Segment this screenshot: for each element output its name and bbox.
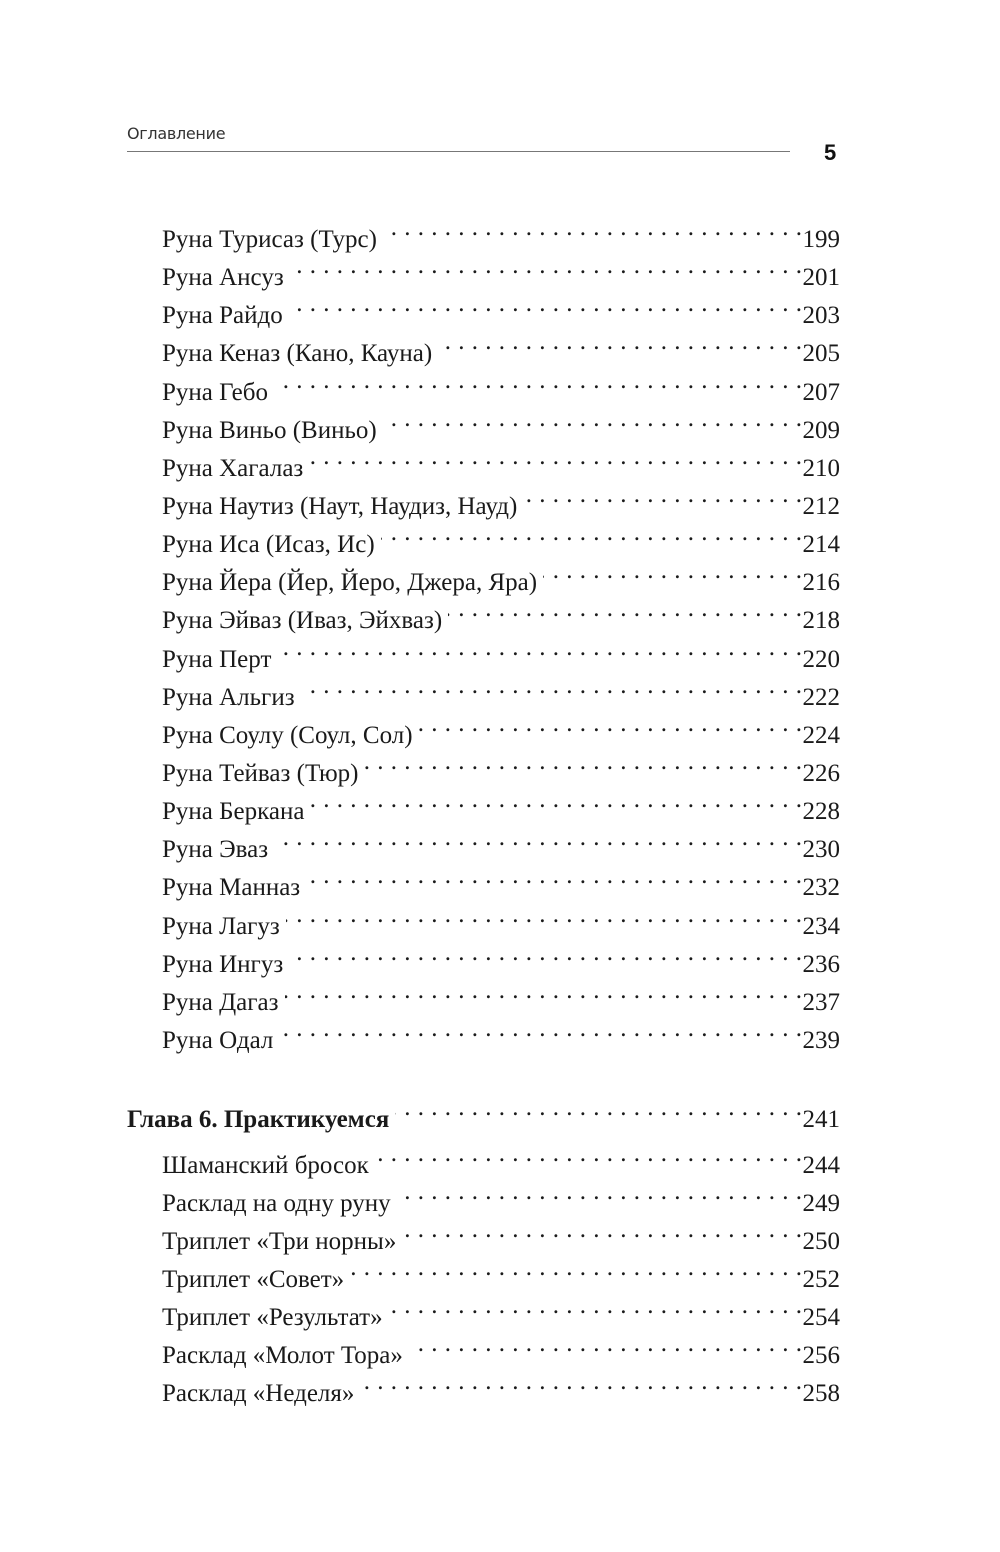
entry-page: 234 [802,912,840,940]
dot-leader [310,781,802,819]
entry-title: Руна Виньо (Виньо) [162,416,377,444]
header-rule [127,151,790,152]
entry-title: Расклад «Молот Тора» [162,1342,403,1369]
toc-chapter-heading[interactable] [127,1089,840,1133]
toc-entry[interactable] [162,1010,840,1054]
dot-leader [306,857,802,895]
dot-leader [289,934,802,972]
dot-leader [543,552,802,590]
dot-leader [286,896,803,934]
entry-page: 252 [802,1266,840,1293]
toc-entry[interactable] [162,1363,840,1407]
dot-leader [274,362,803,400]
dot-leader [290,247,803,285]
toc-entry[interactable] [162,781,840,826]
entry-page: 258 [802,1380,840,1407]
entry-page: 226 [802,759,840,787]
toc-entry[interactable] [162,667,840,711]
entry-title: Руна Хагалаз [162,454,304,482]
toc-entry[interactable] [162,896,840,940]
toc-entry[interactable] [162,972,840,1016]
dot-leader [397,1173,803,1211]
entry-title: Руна Гебо [162,378,268,406]
entry-title: Руна Кеназ (Кано, Кауна) [162,340,433,368]
entry-page: 220 [802,645,840,673]
entry-title: Руна Беркана [162,798,305,826]
dot-leader [274,819,802,857]
entry-title: Руна Соулу (Соул, Сол) [162,721,413,749]
entry-page: 218 [802,607,840,635]
dot-leader [301,667,803,705]
dot-leader [383,400,803,438]
dot-leader [309,438,802,476]
entry-page: 250 [802,1228,840,1255]
entry-page: 201 [802,264,840,292]
page-number: 5 [824,140,837,165]
toc-entry[interactable] [162,323,840,368]
dot-leader [419,705,803,743]
dot-leader [389,1287,803,1325]
entry-title: Руна Наутиз (Наут, Наудиз, Науд) [162,492,518,520]
entry-page: 228 [802,798,840,826]
entry-title: Руна Эйваз (Иваз, Эйхваз) [162,607,443,635]
toc-entry[interactable] [162,476,840,520]
dot-leader [375,1135,803,1173]
entry-page: 209 [802,416,840,444]
toc-entry[interactable] [162,552,840,597]
entry-page: 222 [802,683,840,711]
toc-entry[interactable] [162,629,840,673]
entry-title: Руна Одал [162,1026,274,1054]
toc-entry[interactable] [162,209,840,253]
entry-title: Руна Иса (Исаз, Ис) [162,531,375,559]
entry-page: 244 [802,1152,840,1179]
dot-leader [285,972,803,1010]
toc-entry[interactable] [162,857,840,902]
dot-leader [402,1211,802,1249]
dot-leader [438,323,802,361]
dot-leader [448,590,802,628]
entry-page: 232 [802,874,840,902]
dot-leader [381,514,803,552]
toc-entry[interactable] [162,247,840,292]
entry-title: Руна Тейваз (Тюр) [162,759,359,787]
toc-entry[interactable] [162,705,840,749]
entry-page: 239 [802,1026,840,1054]
entry-page: 210 [802,454,840,482]
toc-entry[interactable] [162,400,840,444]
toc-entry[interactable] [162,1211,840,1255]
entry-title: Руна Турисаз (Турс) [162,226,377,253]
entry-title: Руна Перт [162,645,272,673]
entry-title: Руна Ингуз [162,950,284,978]
dot-leader [360,1363,802,1401]
dot-leader [277,629,802,667]
entry-title: Руна Лагуз [162,912,280,940]
entry-title: Руна Манназ [162,874,301,902]
entry-page: 254 [802,1304,840,1331]
entry-title: Шаманский бросок [162,1152,369,1179]
entry-title: Руна Йера (Йер, Йеро, Джера, Яра) [162,569,538,597]
entry-title: Руна Райдо [162,302,283,330]
toc-entry[interactable] [162,1287,840,1331]
dot-leader [395,1089,802,1127]
entry-title: Расклад на одну руну [162,1190,391,1217]
dot-leader [350,1249,802,1287]
dot-leader [289,285,803,323]
entry-page: 237 [802,988,840,1016]
dot-leader [409,1325,803,1363]
toc-entry[interactable] [162,1249,840,1293]
entry-title: Руна Ансуз [162,264,284,292]
entry-page: 203 [802,302,840,330]
entry-page: 256 [802,1342,840,1369]
entry-page: 205 [802,340,840,368]
entry-page: 236 [802,950,840,978]
entry-page: 214 [802,531,840,559]
entry-page: 241 [802,1106,840,1133]
entry-page: 230 [802,836,840,864]
entry-title: Руна Дагаз [162,988,279,1016]
dot-leader [364,743,802,781]
toc-entry[interactable] [162,1173,840,1217]
entry-title: Руна Альгиз [162,683,295,711]
toc-entry[interactable] [162,1135,840,1179]
toc-entry[interactable] [162,1325,840,1369]
toc-entry[interactable] [162,819,840,864]
entry-page: 224 [802,721,840,749]
entry-title: Триплет «Результат» [162,1304,383,1331]
entry-title: Триплет «Совет» [162,1266,345,1293]
toc-entry[interactable] [162,743,840,787]
running-head: Оглавление [127,124,226,143]
dot-leader [383,209,803,247]
toc-entry[interactable] [162,362,840,406]
entry-page: 207 [802,378,840,406]
toc-entry[interactable] [162,514,840,559]
entry-title: Расклад «Неделя» [162,1380,355,1407]
toc-entry[interactable] [162,285,840,330]
entry-page: 199 [802,226,840,253]
dot-leader [523,476,802,514]
toc-entry[interactable] [162,590,840,635]
dot-leader [279,1010,802,1048]
entry-page: 249 [802,1190,840,1217]
entry-page: 212 [802,492,840,520]
toc-entry[interactable] [162,934,840,978]
entry-title: Глава 6. Практикуемся [127,1106,390,1133]
toc-entry[interactable] [162,438,840,482]
entry-title: Руна Эваз [162,836,269,864]
entry-title: Триплет «Три норны» [162,1228,397,1255]
entry-page: 216 [802,569,840,597]
